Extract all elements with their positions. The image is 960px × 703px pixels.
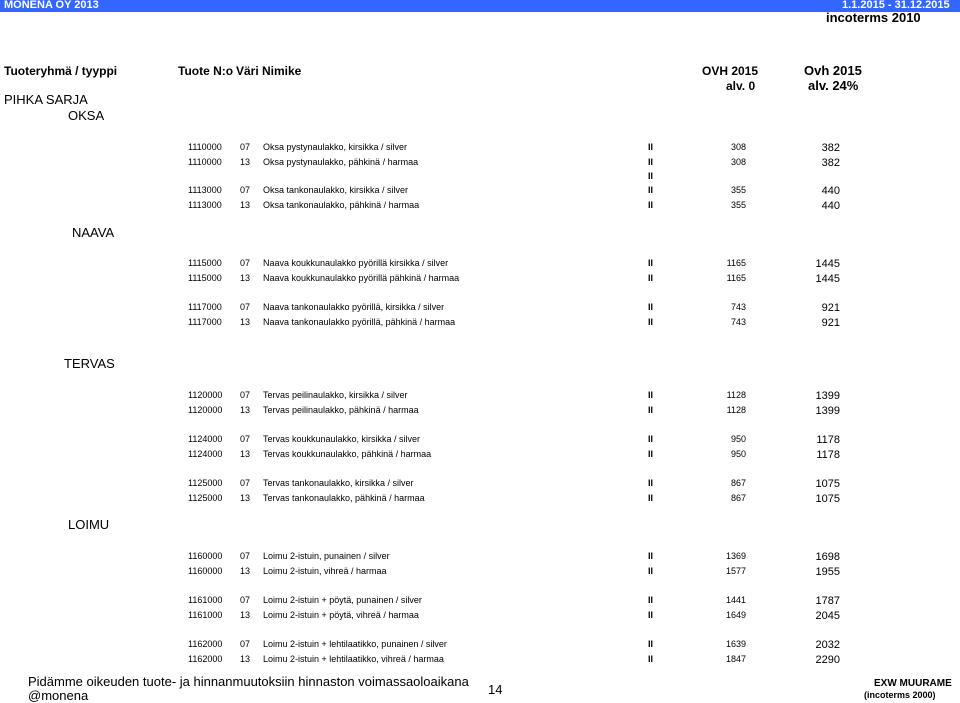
table-row bbox=[0, 390, 960, 404]
price-class: II bbox=[648, 493, 654, 503]
product-code: 1110000 bbox=[188, 157, 222, 167]
footer-brand: @monena bbox=[28, 688, 89, 703]
net-price: 867 bbox=[730, 493, 746, 503]
net-price: 1577 bbox=[725, 566, 746, 576]
product-code: 1117000 bbox=[188, 302, 222, 312]
gross-price: 2045 bbox=[815, 610, 840, 622]
price-class: II bbox=[648, 258, 654, 268]
table-row bbox=[0, 449, 960, 463]
gross-price: 1178 bbox=[816, 434, 840, 446]
product-name: Loimu 2-istuin + lehtilaatikko, punainen / silver bbox=[263, 639, 447, 649]
col-header-net-sub: alv. 0 bbox=[726, 79, 756, 93]
product-color: 13 bbox=[240, 654, 251, 664]
category-oksa: OKSA bbox=[68, 108, 105, 123]
product-name: Loimu 2-istuin + pöytä, vihreä / harmaa bbox=[263, 610, 419, 620]
product-name: Loimu 2-istuin, punainen / silver bbox=[263, 551, 390, 561]
price-class: II bbox=[648, 405, 654, 415]
product-color: 07 bbox=[240, 551, 251, 561]
product-color: 07 bbox=[240, 478, 251, 488]
table-row bbox=[0, 566, 960, 580]
col-header-gross-sub: alv. 24% bbox=[808, 78, 859, 93]
table-row bbox=[0, 142, 960, 156]
price-class: II bbox=[648, 200, 654, 210]
table-row bbox=[0, 273, 960, 287]
footer-terms-sub: (incoterms 2000) bbox=[864, 690, 936, 700]
product-name: Tervas koukkunaulakko, pähkinä / harmaa bbox=[263, 449, 432, 459]
price-class: II bbox=[648, 551, 654, 561]
product-code: 1162000 bbox=[188, 639, 223, 649]
product-code: 1125000 bbox=[188, 478, 223, 488]
footer-terms: EXW MUURAME bbox=[874, 678, 952, 689]
table-row bbox=[0, 405, 960, 419]
product-code: 1113000 bbox=[188, 200, 222, 210]
gross-price: 1075 bbox=[815, 493, 840, 505]
col-header-color: Väri bbox=[236, 64, 259, 78]
product-code: 1161000 bbox=[188, 595, 223, 605]
table-row bbox=[0, 493, 960, 507]
table-row bbox=[0, 434, 960, 448]
net-price: 1165 bbox=[726, 273, 746, 283]
product-name: Oksa pystynaulakko, kirsikka / silver bbox=[263, 142, 408, 152]
col-header-net: OVH 2015 bbox=[702, 64, 759, 78]
gross-price: 921 bbox=[821, 302, 840, 314]
product-code: 1120000 bbox=[188, 405, 223, 415]
product-code: 1160000 bbox=[188, 566, 223, 576]
footer-note: Pidämme oikeuden tuote- ja hinnanmuutoksiin hinnaston voimassaoloaikana bbox=[28, 674, 469, 689]
table-row bbox=[0, 200, 960, 214]
product-code: 1124000 bbox=[188, 449, 223, 459]
product-name: Tervas peilinaulakko, kirsikka / silver bbox=[263, 390, 408, 400]
product-color: 13 bbox=[240, 317, 251, 327]
price-class: II bbox=[648, 302, 654, 312]
product-color: 07 bbox=[240, 595, 251, 605]
product-color: 13 bbox=[240, 566, 251, 576]
product-code: 1124000 bbox=[188, 434, 223, 444]
price-class: II bbox=[648, 639, 654, 649]
product-name: Naava tankonaulakko pyörillä, pähkinä / harmaa bbox=[263, 317, 456, 327]
table-row bbox=[0, 654, 960, 668]
net-price: 308 bbox=[730, 157, 746, 167]
net-price: 355 bbox=[730, 200, 746, 210]
incoterms-label: incoterms 2010 bbox=[826, 10, 921, 25]
gross-price: 440 bbox=[821, 200, 840, 212]
price-class: II bbox=[648, 273, 654, 283]
price-class: II bbox=[648, 610, 654, 620]
top-bar bbox=[0, 0, 960, 12]
product-name: Tervas tankonaulakko, kirsikka / silver bbox=[263, 478, 414, 488]
col-header-code: Tuote N:o bbox=[178, 64, 234, 78]
net-price: 1165 bbox=[726, 258, 746, 268]
gross-price: 1955 bbox=[815, 566, 840, 578]
product-name: Loimu 2-istuin + lehtilaatikko, vihreä / harmaa bbox=[263, 654, 444, 664]
table-row bbox=[0, 595, 960, 609]
col-header-name: Nimike bbox=[262, 64, 302, 78]
product-color: 13 bbox=[240, 157, 251, 167]
product-name: Oksa pystynaulakko, pähkinä / harmaa bbox=[263, 157, 419, 167]
gross-price: 440 bbox=[821, 185, 840, 197]
product-color: 13 bbox=[240, 610, 251, 620]
table-row bbox=[0, 639, 960, 653]
price-class: II bbox=[648, 654, 654, 664]
product-name: Tervas peilinaulakko, pähkinä / harmaa bbox=[263, 405, 419, 415]
gross-price: 2032 bbox=[815, 639, 840, 651]
product-name: Tervas koukkunaulakko, kirsikka / silver bbox=[263, 434, 421, 444]
product-color: 07 bbox=[240, 639, 251, 649]
product-color: 13 bbox=[240, 200, 251, 210]
product-color: 07 bbox=[240, 142, 251, 152]
product-color: 07 bbox=[240, 258, 251, 268]
product-color: 13 bbox=[240, 273, 251, 283]
net-price: 1128 bbox=[726, 405, 746, 415]
product-name: Oksa tankonaulakko, pähkinä / harmaa bbox=[263, 200, 420, 210]
product-code: 1125000 bbox=[188, 493, 223, 503]
product-code: 1161000 bbox=[188, 610, 223, 620]
net-price: 1639 bbox=[725, 639, 746, 649]
product-code: 1117000 bbox=[188, 317, 222, 327]
price-class: II bbox=[648, 449, 654, 459]
col-header-group: Tuoteryhmä / tyyppi bbox=[4, 64, 118, 78]
net-price: 1847 bbox=[725, 654, 746, 664]
gross-price: 382 bbox=[821, 157, 840, 169]
product-name: Tervas tankonaulakko, pähkinä / harmaa bbox=[263, 493, 425, 503]
table-row bbox=[0, 610, 960, 624]
table-row bbox=[0, 185, 960, 199]
gross-price: 1787 bbox=[815, 595, 840, 607]
product-code: 1160000 bbox=[188, 551, 223, 561]
product-color: 07 bbox=[240, 185, 251, 195]
net-price: 743 bbox=[730, 302, 746, 312]
product-name: Oksa tankonaulakko, kirsikka / silver bbox=[263, 185, 409, 195]
price-class: II bbox=[648, 171, 654, 181]
table-row bbox=[0, 478, 960, 492]
product-code: 1115000 bbox=[188, 273, 222, 283]
price-class: II bbox=[648, 390, 654, 400]
page-number: 14 bbox=[488, 682, 503, 697]
product-code: 1120000 bbox=[188, 390, 223, 400]
net-price: 308 bbox=[730, 142, 746, 152]
stray-class-row bbox=[0, 171, 960, 185]
net-price: 1441 bbox=[725, 595, 746, 605]
table-row bbox=[0, 258, 960, 272]
gross-price: 1698 bbox=[815, 551, 840, 563]
product-color: 07 bbox=[240, 390, 251, 400]
price-class: II bbox=[648, 317, 654, 327]
table-row bbox=[0, 157, 960, 171]
company-name: MONENA OY 2013 bbox=[4, 0, 99, 11]
price-period: 1.1.2015 - 31.12.2015 bbox=[842, 0, 950, 11]
product-name: Loimu 2-istuin, vihreä / harmaa bbox=[263, 566, 387, 576]
product-code: 1115000 bbox=[188, 258, 222, 268]
product-name: Naava koukkunaulakko pyörillä pähkinä / harmaa bbox=[263, 273, 460, 283]
product-code: 1110000 bbox=[188, 142, 222, 152]
table-row bbox=[0, 551, 960, 565]
price-class: II bbox=[648, 478, 654, 488]
product-color: 13 bbox=[240, 449, 251, 459]
gross-price: 1075 bbox=[815, 478, 840, 490]
product-code: 1113000 bbox=[188, 185, 222, 195]
product-name: Naava tankonaulakko pyörillä, kirsikka / silver bbox=[263, 302, 445, 312]
net-price: 1128 bbox=[726, 390, 746, 400]
product-color: 13 bbox=[240, 493, 251, 503]
net-price: 950 bbox=[730, 449, 746, 459]
category-loimu: LOIMU bbox=[68, 517, 110, 532]
category-naava: NAAVA bbox=[72, 225, 115, 240]
net-price: 355 bbox=[730, 185, 746, 195]
gross-price: 1399 bbox=[815, 405, 840, 417]
gross-price: 1399 bbox=[815, 390, 840, 402]
series-title: PIHKA SARJA bbox=[4, 92, 88, 107]
price-class: II bbox=[648, 157, 654, 167]
gross-price: 2290 bbox=[815, 654, 840, 666]
net-price: 743 bbox=[730, 317, 746, 327]
product-color: 07 bbox=[240, 434, 251, 444]
gross-price: 382 bbox=[821, 142, 840, 154]
gross-price: 1445 bbox=[815, 258, 840, 270]
net-price: 867 bbox=[730, 478, 746, 488]
price-class: II bbox=[648, 142, 654, 152]
price-class: II bbox=[648, 595, 654, 605]
net-price: 1649 bbox=[725, 610, 746, 620]
price-class: II bbox=[648, 566, 654, 576]
gross-price: 921 bbox=[821, 317, 840, 329]
gross-price: 1178 bbox=[816, 449, 840, 461]
product-name: Naava koukkunaulakko pyörillä kirsikka / silver bbox=[263, 258, 449, 268]
product-color: 07 bbox=[240, 302, 251, 312]
product-code: 1162000 bbox=[188, 654, 223, 664]
product-color: 13 bbox=[240, 405, 251, 415]
net-price: 950 bbox=[730, 434, 746, 444]
category-tervas: TERVAS bbox=[64, 356, 115, 371]
price-class: II bbox=[648, 434, 654, 444]
price-class: II bbox=[648, 185, 654, 195]
gross-price: 1445 bbox=[815, 273, 840, 285]
table-row bbox=[0, 302, 960, 316]
table-row bbox=[0, 317, 960, 331]
col-header-gross: Ovh 2015 bbox=[804, 63, 862, 78]
product-name: Loimu 2-istuin + pöytä, punainen / silver bbox=[263, 595, 422, 605]
net-price: 1369 bbox=[725, 551, 746, 561]
